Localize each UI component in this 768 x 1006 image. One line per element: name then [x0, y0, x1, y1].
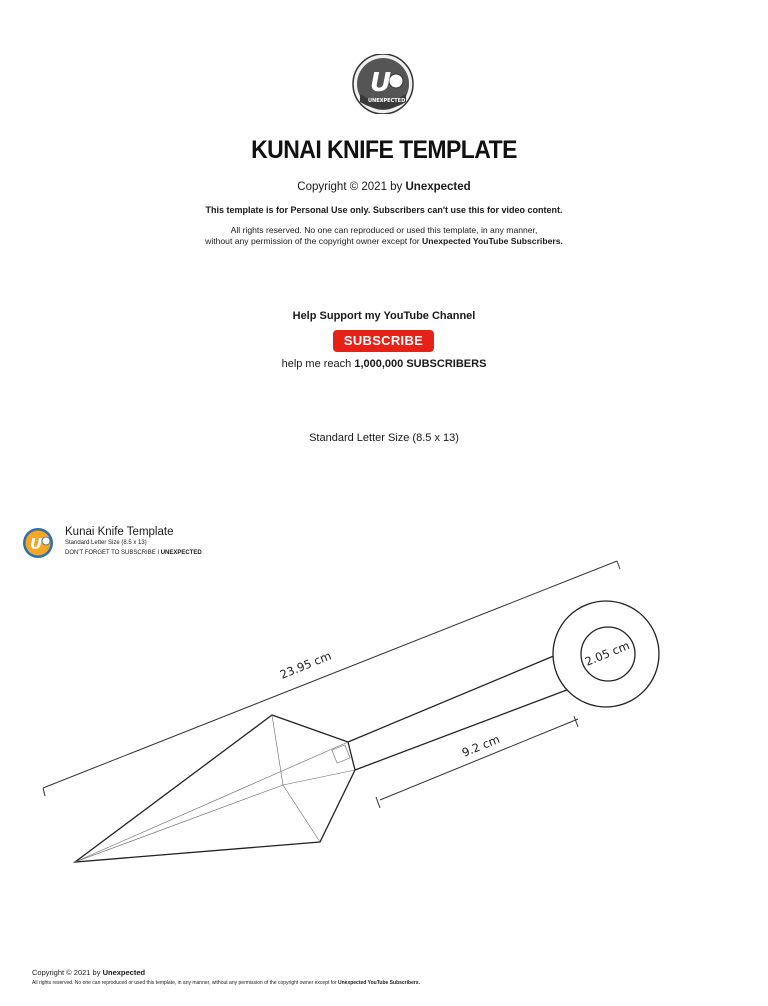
template-note-bold: UNEXPECTED	[160, 550, 202, 556]
reach-prefix: help me reach	[281, 358, 355, 370]
footer-rights-bold: Unexpected YouTube Subscribers.	[338, 980, 420, 986]
handle-length-label: 9.2 cm	[459, 732, 502, 760]
footer-rights	[32, 980, 420, 986]
handle-dimension-line	[376, 716, 578, 808]
kunai-diagram	[0, 540, 768, 900]
copyright-prefix: Copyright © 2021 by	[297, 181, 406, 193]
footer-copyright-owner: Unexpected	[102, 968, 146, 977]
footer-copyright-prefix: Copyright © 2021 by	[32, 968, 103, 977]
rights-line-2-bold: Unexpected YouTube Subscribers.	[421, 236, 563, 246]
template-note-prefix: DON'T FORGET TO SUBSCRIBE I	[65, 550, 161, 556]
kunai-handle	[348, 655, 572, 770]
unexpected-logo-icon	[350, 54, 418, 114]
template-size: Standard Letter Size (8.5 x 13)	[65, 540, 147, 546]
paper-size-label: Standard Letter Size (8.5 x 13)	[309, 432, 459, 444]
rights-line-2-prefix: without any permission of the copyright owner except for	[205, 236, 422, 246]
logo-subtext: UNEXPECTED	[368, 98, 406, 104]
ring-diameter-label: 2.05 cm	[582, 638, 632, 669]
logo-letter: U	[370, 68, 392, 98]
rights-line-1: All rights reserved. No one can reproduced or used this template, in any manner,	[230, 225, 538, 235]
template-title: Kunai Knife Template	[65, 526, 174, 538]
personal-use-notice: This template is for Personal Use only. Subscribers can't use this for video content.	[205, 205, 563, 215]
overall-dimension-line	[43, 561, 620, 796]
reach-bold: 1,000,000 SUBSCRIBERS	[354, 358, 487, 370]
subscribe-button[interactable]: SUBSCRIBE	[333, 330, 434, 352]
rights-notice	[0, 225, 768, 247]
reach-goal-text	[0, 358, 768, 370]
overall-length-label: 23.95 cm	[277, 648, 334, 682]
copyright-line	[0, 181, 768, 193]
rights-line-2	[0, 236, 768, 247]
kunai-blade	[75, 715, 355, 862]
svg-text:U: U	[30, 535, 43, 553]
page-title: KUNAI KNIFE TEMPLATE	[251, 136, 517, 164]
footer-rights-prefix: All rights reserved. No one can reproduced or used this template, in any manner, without any permission of the copyright owner except for	[32, 980, 338, 986]
help-support-text: Help Support my YouTube Channel	[292, 310, 476, 322]
footer-copyright	[32, 968, 145, 977]
copyright-owner: Unexpected	[405, 181, 471, 193]
